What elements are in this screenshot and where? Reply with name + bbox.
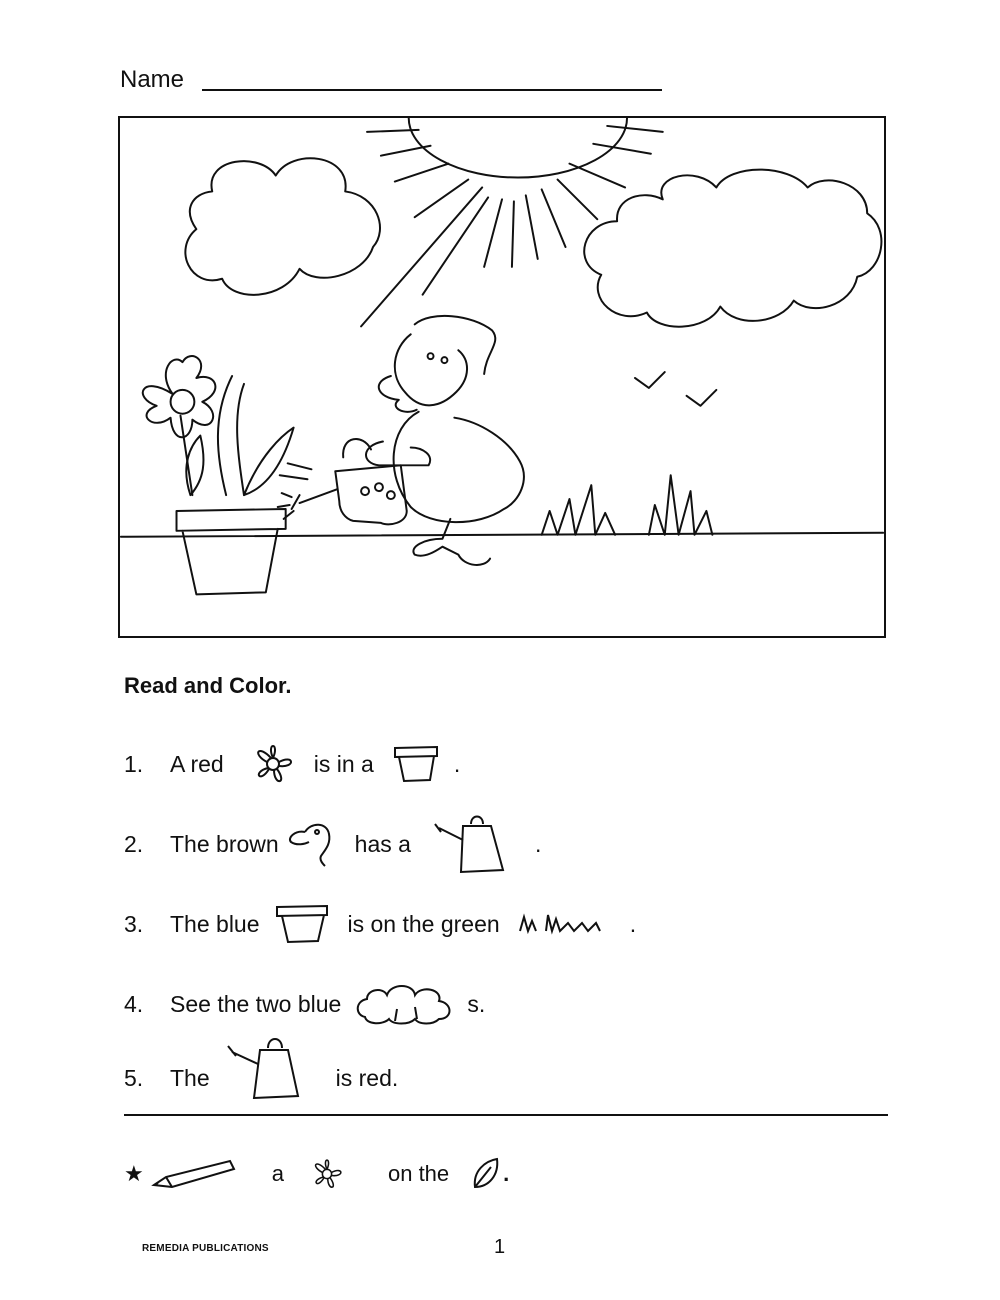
flower-drawing [143,356,312,495]
watering-can-icon [431,810,507,878]
bonus-instruction [124,1148,509,1200]
cloud-icon [353,981,457,1027]
cloud-right-icon [584,170,881,327]
sentence-4 [124,974,485,1034]
name-label: Name [120,66,185,93]
sentence-text: . [534,830,542,857]
sentence-text: The blue [170,910,260,937]
sentence-number: 2. [124,830,144,857]
name-field[interactable] [202,89,662,91]
sentence-text: is on the green [347,910,500,937]
section-heading: Read and Color. [124,673,292,698]
flower-icon [306,1154,348,1194]
sentence-number: 4. [124,990,144,1017]
page-number: 1 [494,1236,506,1258]
sentence-text: A red [170,750,224,777]
sentence-number: 3. [124,910,144,937]
sentence-text: is red. [335,1064,399,1091]
grass-drawing [542,475,713,535]
duck-drawing [366,316,524,565]
sentence-text: . [453,750,461,777]
sun-icon [361,118,663,326]
divider [124,1114,888,1116]
flower-pot-drawing [177,509,286,594]
watering-can-icon [224,1032,302,1104]
sentence-text: The [170,1064,210,1091]
sentence-text: s. [467,990,486,1017]
star-icon: ★ [124,1161,144,1186]
sentence-text: is in a [313,750,374,777]
sentence-text: . [629,910,637,937]
sentence-text: See the two blue [170,990,342,1017]
bonus-text: a [271,1161,284,1186]
grass-icon [518,913,602,935]
bird-icon [635,372,716,406]
flower-icon [246,738,300,790]
coloring-picture [118,116,886,638]
leaf-icon [471,1157,501,1191]
duck-icon [285,820,337,868]
cloud-left-icon [185,158,380,295]
pencil-icon [150,1159,236,1189]
flower-pot-icon [274,903,330,945]
sentence-2 [124,814,541,874]
sentence-5 [124,1048,398,1108]
bonus-period: . [503,1161,510,1186]
bonus-text: on the [387,1161,450,1186]
sentence-text: has a [354,830,411,857]
sentence-number: 1. [124,750,144,777]
watering-can-drawing [278,439,407,524]
sentence-3 [124,894,636,954]
sentence-number: 5. [124,1064,144,1091]
publisher-name: REMEDIA PUBLICATIONS [142,1243,269,1254]
sentence-1 [124,734,460,794]
flower-pot-icon [392,744,440,784]
sentence-text: The brown [170,830,279,857]
